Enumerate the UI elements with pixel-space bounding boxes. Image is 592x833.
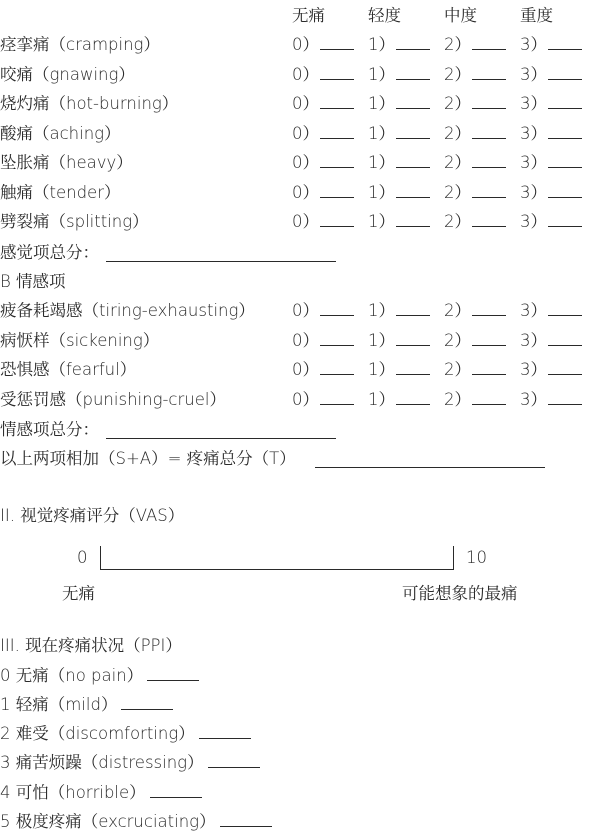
sensory-item-1-score-3[interactable]	[520, 65, 582, 85]
ppi-answer-blank[interactable]	[150, 783, 202, 798]
score-option-label: 0）	[292, 35, 319, 54]
grand-total-field[interactable]	[315, 467, 545, 468]
score-option-label: 2）	[444, 153, 471, 172]
score-option-label: 1）	[368, 94, 395, 113]
score-blank[interactable]	[472, 331, 506, 346]
affective-item-2-score-1[interactable]	[368, 360, 430, 380]
score-option-label: 3）	[520, 183, 547, 202]
score-blank[interactable]	[396, 35, 430, 50]
ppi-answer-blank[interactable]	[199, 724, 251, 739]
score-blank[interactable]	[548, 94, 582, 109]
sensory-item-0-score-1[interactable]	[368, 35, 430, 55]
score-blank[interactable]	[472, 212, 506, 227]
ppi-item-label: 0 无痛（no pain）	[0, 666, 144, 685]
score-option-label: 1）	[368, 301, 395, 320]
affective-item-0-score-3[interactable]	[520, 301, 582, 321]
ppi-item-label: 1 轻痛（mild）	[0, 695, 118, 714]
score-blank[interactable]	[396, 65, 430, 80]
score-blank[interactable]	[320, 331, 354, 346]
sensory-item-4-score-2[interactable]	[444, 153, 506, 173]
score-blank[interactable]	[320, 153, 354, 168]
score-option-label: 1）	[368, 360, 395, 379]
sensory-item-0-score-2[interactable]	[444, 35, 506, 55]
ppi-item-1	[0, 695, 173, 715]
score-option-label: 0）	[292, 212, 319, 231]
score-option-label: 1）	[368, 35, 395, 54]
affective-item-0-label: 疲备耗竭感（tiring-exhausting）	[0, 301, 255, 320]
affective-section-title: B 情感项	[0, 272, 66, 291]
score-option-label: 1）	[368, 390, 395, 409]
sensory-item-4-score-0[interactable]	[292, 153, 354, 173]
vas-left-caption: 无痛	[62, 584, 95, 603]
score-option-label: 0）	[292, 360, 319, 379]
sensory-item-1-score-1[interactable]	[368, 65, 430, 85]
sensory-item-1-score-0[interactable]	[292, 65, 354, 85]
vas-right-tick	[453, 546, 454, 570]
ppi-answer-blank[interactable]	[220, 812, 272, 827]
ppi-item-4	[0, 783, 202, 803]
score-blank[interactable]	[396, 183, 430, 198]
ppi-item-0	[0, 666, 199, 686]
vas-title: II. 视觉疼痛评分（VAS）	[0, 506, 185, 525]
sensory-item-3-score-1[interactable]	[368, 124, 430, 144]
score-blank[interactable]	[320, 390, 354, 405]
score-blank[interactable]	[472, 153, 506, 168]
score-option-label: 3）	[520, 124, 547, 143]
score-blank[interactable]	[548, 301, 582, 316]
score-option-label: 1）	[368, 153, 395, 172]
sensory-item-6-score-1[interactable]	[368, 212, 430, 232]
affective-item-2-score-3[interactable]	[520, 360, 582, 380]
ppi-item-3	[0, 753, 260, 773]
affective-item-2-label: 恐惧感（fearful）	[0, 360, 137, 379]
score-blank[interactable]	[396, 390, 430, 405]
sensory-item-2-score-0[interactable]	[292, 94, 354, 114]
affective-item-3-score-0[interactable]	[292, 390, 354, 410]
sensory-item-4-score-3[interactable]	[520, 153, 582, 173]
affective-item-2-score-0[interactable]	[292, 360, 354, 380]
score-option-label: 2）	[444, 35, 471, 54]
score-blank[interactable]	[472, 94, 506, 109]
affective-item-2-score-2[interactable]	[444, 360, 506, 380]
score-blank[interactable]	[548, 153, 582, 168]
score-blank[interactable]	[472, 65, 506, 80]
sensory-item-3-score-2[interactable]	[444, 124, 506, 144]
affective-item-1-score-1[interactable]	[368, 331, 430, 351]
score-option-label: 1）	[368, 212, 395, 231]
sensory-item-3-score-0[interactable]	[292, 124, 354, 144]
score-option-label: 2）	[444, 65, 471, 84]
score-option-label: 3）	[520, 301, 547, 320]
score-blank[interactable]	[472, 390, 506, 405]
score-blank[interactable]	[396, 94, 430, 109]
affective-item-1-score-3[interactable]	[520, 331, 582, 351]
sensory-item-2-label: 烧灼痛（hot-burning）	[0, 94, 179, 113]
score-blank[interactable]	[548, 35, 582, 50]
affective-item-0-score-2[interactable]	[444, 301, 506, 321]
sensory-item-3-score-3[interactable]	[520, 124, 582, 144]
sensory-item-0-label: 痉挛痛（cramping）	[0, 35, 160, 54]
sensory-item-1-label: 咬痛（gnawing）	[0, 65, 135, 84]
score-blank[interactable]	[472, 35, 506, 50]
sensory-total-label: 感觉项总分：	[0, 243, 99, 262]
score-option-label: 0）	[292, 390, 319, 409]
vas-scale-line[interactable]	[100, 569, 453, 570]
score-blank[interactable]	[548, 212, 582, 227]
sensory-item-6-score-2[interactable]	[444, 212, 506, 232]
score-blank[interactable]	[548, 124, 582, 139]
score-option-label: 3）	[520, 360, 547, 379]
ppi-answer-blank[interactable]	[121, 695, 173, 710]
ppi-title: III. 现在疼痛状况（PPI）	[0, 636, 182, 655]
affective-item-3-label: 受惩罚感（punishing-cruel）	[0, 390, 226, 409]
score-option-label: 2）	[444, 331, 471, 350]
affective-item-1-label: 病恹样（sickening）	[0, 331, 160, 350]
affective-item-3-score-2[interactable]	[444, 390, 506, 410]
score-blank[interactable]	[472, 124, 506, 139]
score-option-label: 3）	[520, 390, 547, 409]
sensory-item-5-score-2[interactable]	[444, 183, 506, 203]
sensory-total-field[interactable]	[106, 261, 336, 262]
score-blank[interactable]	[548, 331, 582, 346]
score-option-label: 3）	[520, 35, 547, 54]
score-blank[interactable]	[396, 301, 430, 316]
score-blank[interactable]	[396, 124, 430, 139]
score-blank[interactable]	[320, 301, 354, 316]
ppi-item-5	[0, 812, 272, 832]
sensory-item-6-score-0[interactable]	[292, 212, 354, 232]
score-blank[interactable]	[320, 212, 354, 227]
score-blank[interactable]	[320, 124, 354, 139]
score-option-label: 3）	[520, 212, 547, 231]
score-option-label: 1）	[368, 183, 395, 202]
score-option-label: 2）	[444, 212, 471, 231]
score-option-label: 3）	[520, 65, 547, 84]
vas-left-tick	[100, 546, 101, 570]
score-option-label: 0）	[292, 183, 319, 202]
score-option-label: 2）	[444, 183, 471, 202]
sensory-item-0-score-3[interactable]	[520, 35, 582, 55]
score-option-label: 0）	[292, 331, 319, 350]
sensory-item-4-score-1[interactable]	[368, 153, 430, 173]
score-option-label: 1）	[368, 124, 395, 143]
score-blank[interactable]	[320, 360, 354, 375]
affective-item-3-score-3[interactable]	[520, 390, 582, 410]
header-none: 无痛	[292, 6, 325, 25]
affective-item-0-score-1[interactable]	[368, 301, 430, 321]
score-option-label: 1）	[368, 65, 395, 84]
sensory-item-0-score-0[interactable]	[292, 35, 354, 55]
header-mild: 轻度	[368, 6, 401, 25]
score-blank[interactable]	[396, 212, 430, 227]
ppi-answer-blank[interactable]	[208, 753, 260, 768]
score-blank[interactable]	[472, 360, 506, 375]
sensory-item-4-label: 坠胀痛（heavy）	[0, 153, 133, 172]
sensory-item-6-score-3[interactable]	[520, 212, 582, 232]
vas-min-label: 0	[77, 548, 88, 567]
sensory-item-2-score-1[interactable]	[368, 94, 430, 114]
affective-total-label: 情感项总分：	[0, 420, 99, 439]
score-blank[interactable]	[320, 94, 354, 109]
score-blank[interactable]	[320, 65, 354, 80]
score-blank[interactable]	[548, 183, 582, 198]
score-option-label: 3）	[520, 331, 547, 350]
vas-right-caption: 可能想象的最痛	[402, 584, 518, 603]
header-severe: 重度	[520, 6, 553, 25]
sensory-item-2-score-2[interactable]	[444, 94, 506, 114]
affective-item-1-score-2[interactable]	[444, 331, 506, 351]
score-option-label: 2）	[444, 390, 471, 409]
ppi-item-2	[0, 724, 251, 744]
ppi-item-label: 4 可怕（horrible）	[0, 783, 146, 802]
sensory-item-5-label: 触痛（tender）	[0, 183, 121, 202]
score-blank[interactable]	[472, 183, 506, 198]
score-blank[interactable]	[396, 331, 430, 346]
sensory-item-3-label: 酸痛（aching）	[0, 124, 121, 143]
score-option-label: 2）	[444, 124, 471, 143]
affective-item-0-score-0[interactable]	[292, 301, 354, 321]
score-option-label: 1）	[368, 331, 395, 350]
sensory-item-2-score-3[interactable]	[520, 94, 582, 114]
sensory-item-1-score-2[interactable]	[444, 65, 506, 85]
score-blank[interactable]	[320, 35, 354, 50]
header-moderate: 中度	[444, 6, 477, 25]
score-option-label: 2）	[444, 94, 471, 113]
score-blank[interactable]	[548, 390, 582, 405]
sensory-item-6-label: 劈裂痛（splitting）	[0, 212, 149, 231]
score-blank[interactable]	[548, 360, 582, 375]
score-option-label: 3）	[520, 94, 547, 113]
sensory-item-5-score-1[interactable]	[368, 183, 430, 203]
affective-total-field[interactable]	[106, 438, 336, 439]
score-option-label: 0）	[292, 153, 319, 172]
ppi-answer-blank[interactable]	[147, 666, 199, 681]
score-option-label: 0）	[292, 94, 319, 113]
sensory-item-5-score-0[interactable]	[292, 183, 354, 203]
affective-item-1-score-0[interactable]	[292, 331, 354, 351]
score-blank[interactable]	[396, 360, 430, 375]
score-blank[interactable]	[548, 65, 582, 80]
score-option-label: 0）	[292, 65, 319, 84]
ppi-item-label: 3 痛苦烦躁（distressing）	[0, 753, 204, 772]
score-option-label: 0）	[292, 124, 319, 143]
score-option-label: 2）	[444, 360, 471, 379]
ppi-item-label: 5 极度疼痛（excruciating）	[0, 812, 216, 831]
sensory-item-5-score-3[interactable]	[520, 183, 582, 203]
score-option-label: 0）	[292, 301, 319, 320]
score-option-label: 2）	[444, 301, 471, 320]
score-option-label: 3）	[520, 153, 547, 172]
affective-item-3-score-1[interactable]	[368, 390, 430, 410]
score-blank[interactable]	[472, 301, 506, 316]
vas-max-label: 10	[466, 548, 487, 567]
grand-total-label: 以上两项相加（S+A）= 疼痛总分（T）	[0, 449, 296, 468]
score-blank[interactable]	[396, 153, 430, 168]
ppi-item-label: 2 难受（discomforting）	[0, 724, 195, 743]
score-blank[interactable]	[320, 183, 354, 198]
